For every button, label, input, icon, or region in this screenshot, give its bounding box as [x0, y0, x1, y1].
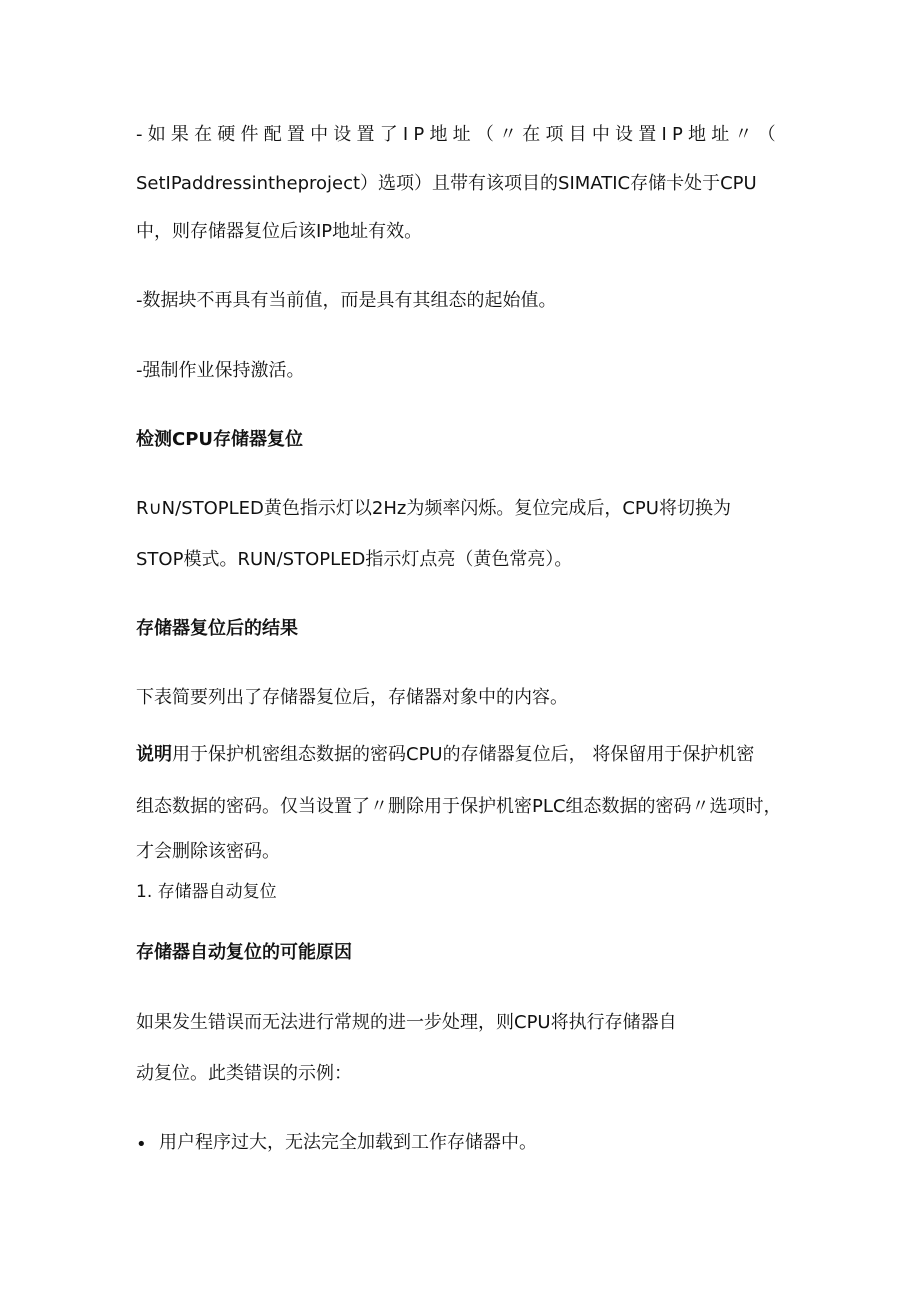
paragraph-forcing: -强制作业保持激活。 — [136, 360, 305, 381]
paragraph-data-blocks: -数据块不再具有当前值，而是具有其组态的起始值。 — [136, 290, 557, 311]
note-label: 说明 — [136, 744, 172, 765]
paragraph-auto-reset-line-1: 如果发生错误而无法进行常规的进一步处理，则CPU将执行存储器自 — [136, 1012, 677, 1033]
note-line-3: 才会删除该密码。 — [136, 841, 280, 862]
bullet-icon: • — [136, 1134, 147, 1155]
paragraph-table-intro: 下表简要列出了存储器复位后，存储器对象中的内容。 — [136, 687, 568, 708]
paragraph-led-line-1: R∪N/STOPLED黄色指示灯以2Hz为频率闪烁。复位完成后，CPU将切换为 — [136, 498, 731, 519]
note-line-1 — [136, 743, 754, 767]
paragraph-led-line-2: STOP模式。RUN/STOPLED指示灯点亮（黄色常亮）。 — [136, 549, 573, 570]
numbered-heading-auto-reset: 1. 存储器自动复位 — [136, 882, 277, 902]
heading-auto-reset-causes: 存储器自动复位的可能原因 — [136, 942, 352, 963]
heading-detect-memory-reset: 检测CPU存储器复位 — [136, 429, 304, 450]
list-item: 用户程序过大，无法完全加载到工作存储器中。 — [159, 1132, 537, 1153]
note-line-1-text: 用于保护机密组态数据的密码CPU的存储器复位后， 将保留用于保护机密 — [172, 744, 755, 765]
paragraph-ip-line-1: -如果在硬件配置中设置了IP地址（〃在项目中设置IP地址〃（ — [136, 124, 781, 145]
paragraph-ip-line-2: SetIPaddressintheproject）选项）且带有该项目的SIMATIC存储卡处于CPU — [136, 173, 757, 194]
note-line-2: 组态数据的密码。仅当设置了〃删除用于保护机密PLC组态数据的密码〃选项时， — [136, 796, 782, 817]
paragraph-ip-line-3: 中，则存储器复位后该IP地址有效。 — [136, 221, 423, 242]
heading-results-after-reset: 存储器复位后的结果 — [136, 618, 298, 639]
paragraph-auto-reset-line-2: 动复位。此类错误的示例： — [136, 1063, 352, 1084]
